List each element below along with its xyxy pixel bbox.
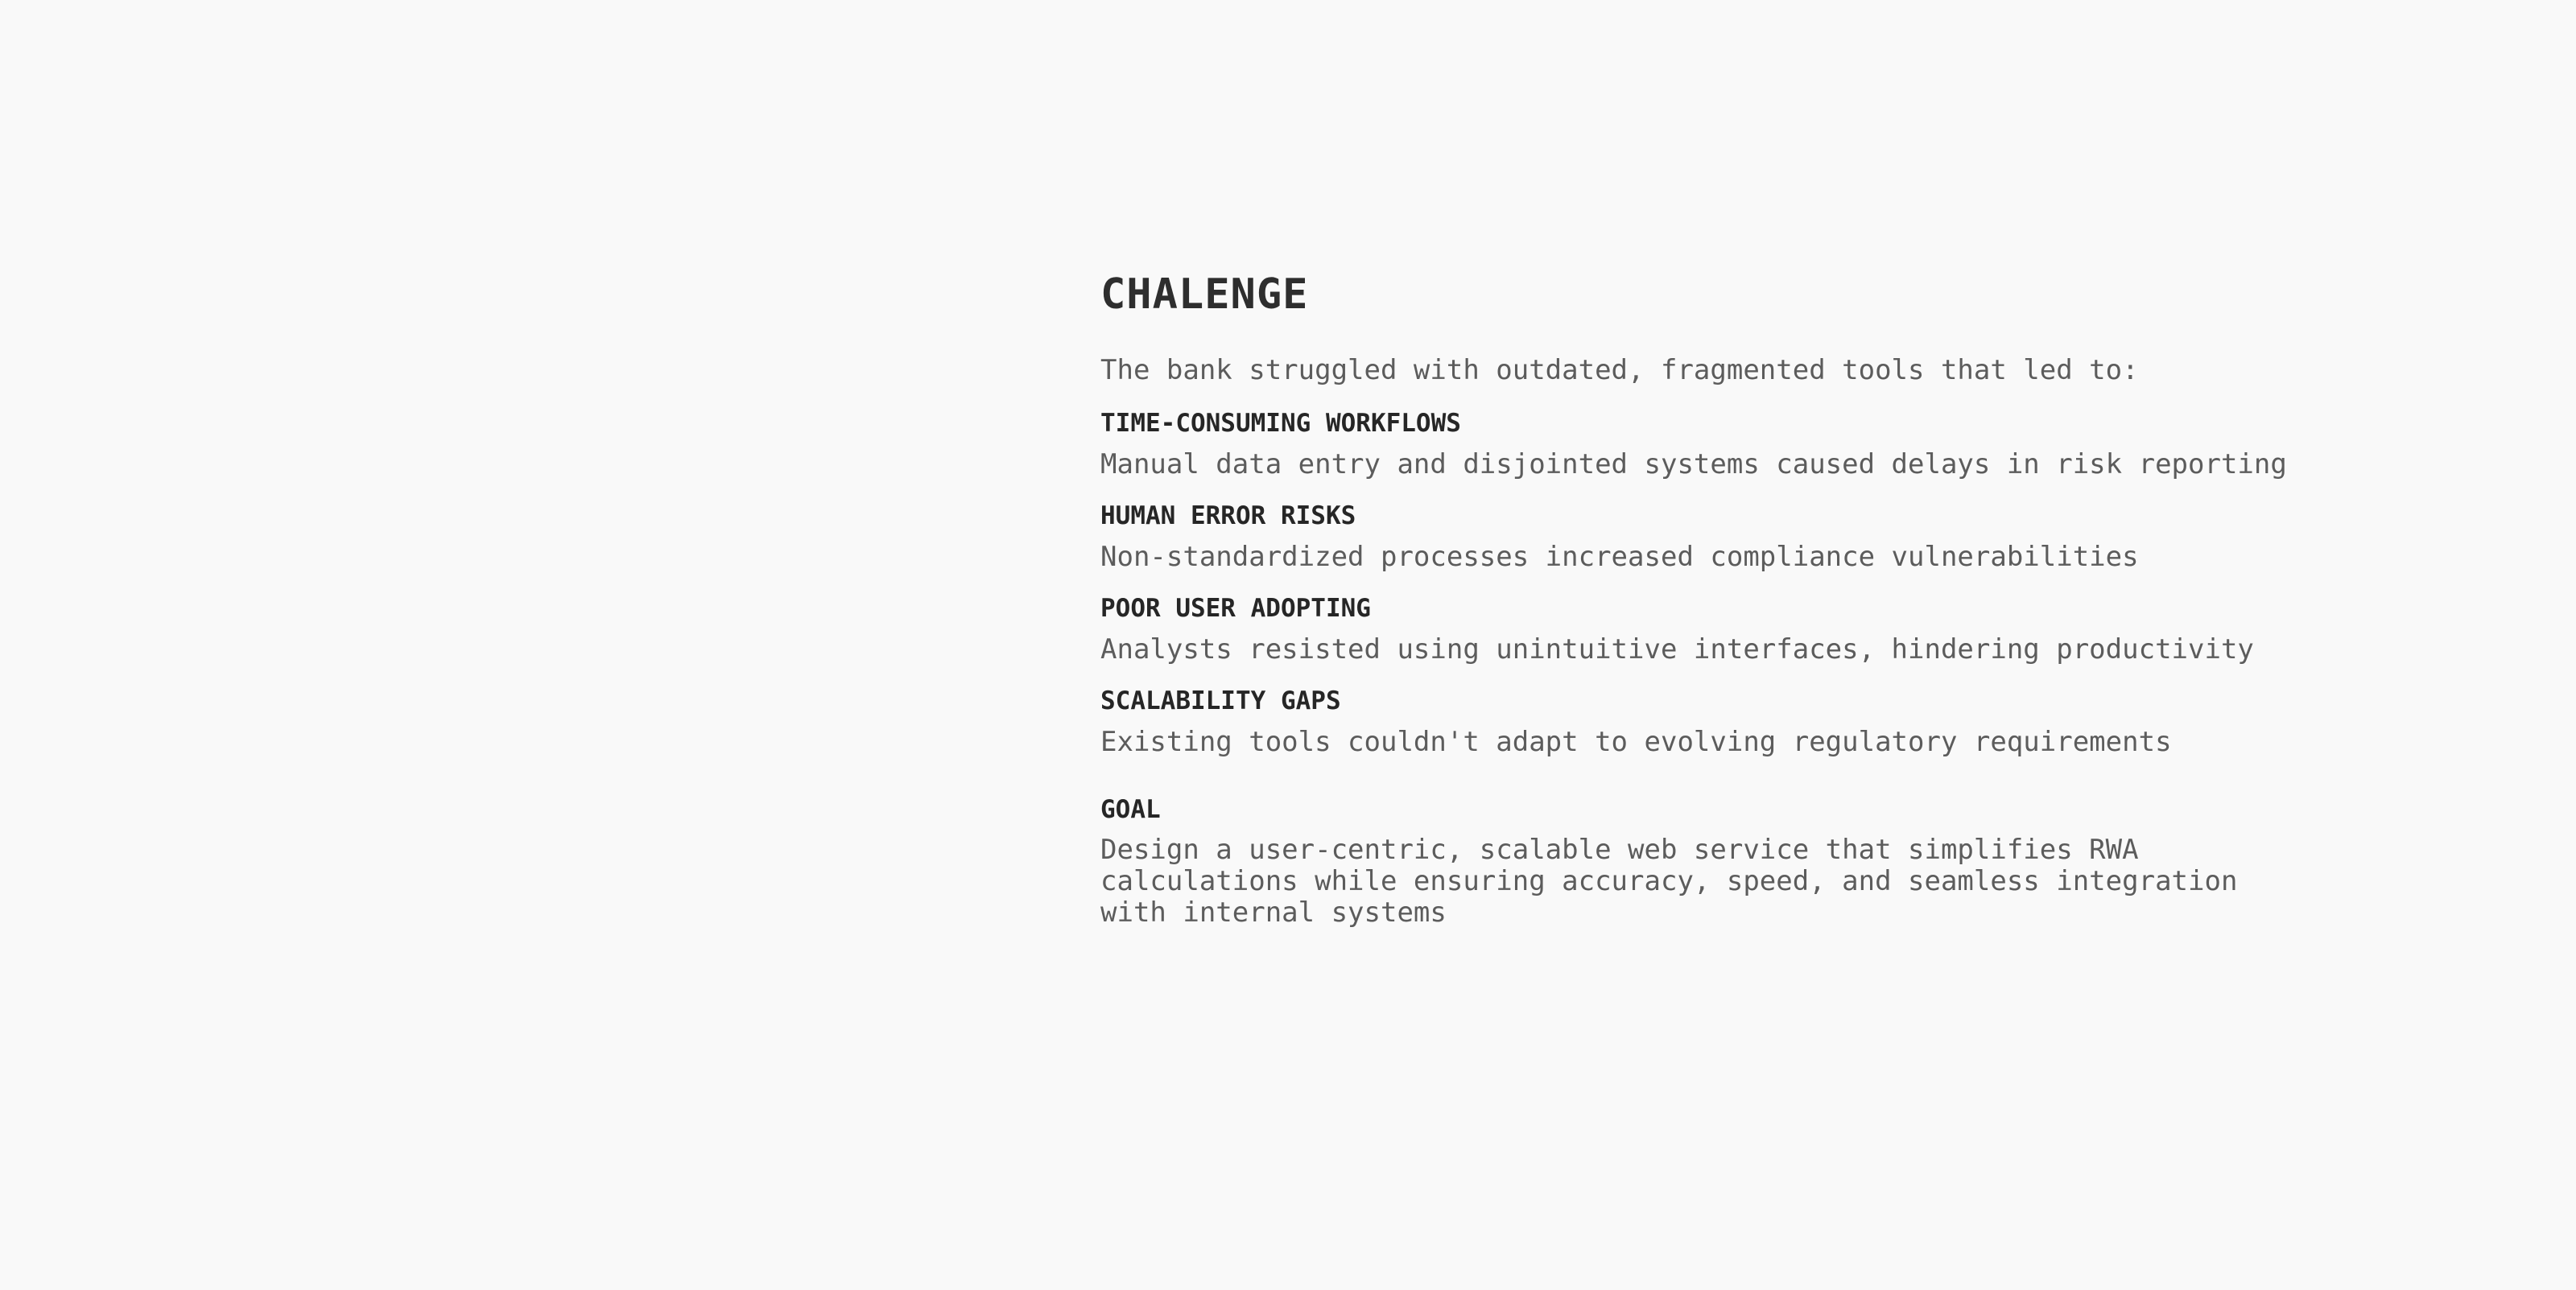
challenge-heading: HUMAN ERROR RISKS — [1100, 501, 1356, 530]
challenge-item-human-error-risks — [1100, 500, 2308, 573]
goal-description: Design a user-centric, scalable web service that simplifies RWA calculations while ensuring accuracy, speed, and seamless integration with internal systems — [1100, 834, 2238, 929]
challenge-heading: SCALABILITY GAPS — [1100, 686, 1341, 715]
challenge-description: Existing tools couldn't adapt to evolving regulatory requirements — [1100, 726, 2172, 758]
page-title: CHALENGE — [1100, 270, 1309, 319]
goal-heading: GOAL — [1100, 795, 1161, 824]
challenge-item-poor-user-adopting — [1100, 592, 2308, 666]
challenge-description: Analysts resisted using unintuitive interfaces, hindering productivity — [1100, 633, 2254, 666]
challenge-item-time-consuming-workflows — [1100, 407, 2308, 480]
challenge-heading: TIME-CONSUMING WORKFLOWS — [1100, 409, 1461, 438]
goal-section — [1100, 793, 2308, 929]
challenge-item-scalability-gaps — [1100, 685, 2308, 758]
intro-text: The bank struggled with outdated, fragmented tools that led to: — [1100, 354, 2139, 386]
challenge-description: Manual data entry and disjointed systems caused delays in risk reporting — [1100, 448, 2287, 480]
challenge-heading: POOR USER ADOPTING — [1100, 594, 1371, 623]
challenge-section — [1100, 267, 2308, 929]
challenge-description: Non-standardized processes increased compliance vulnerabilities — [1100, 541, 2139, 573]
